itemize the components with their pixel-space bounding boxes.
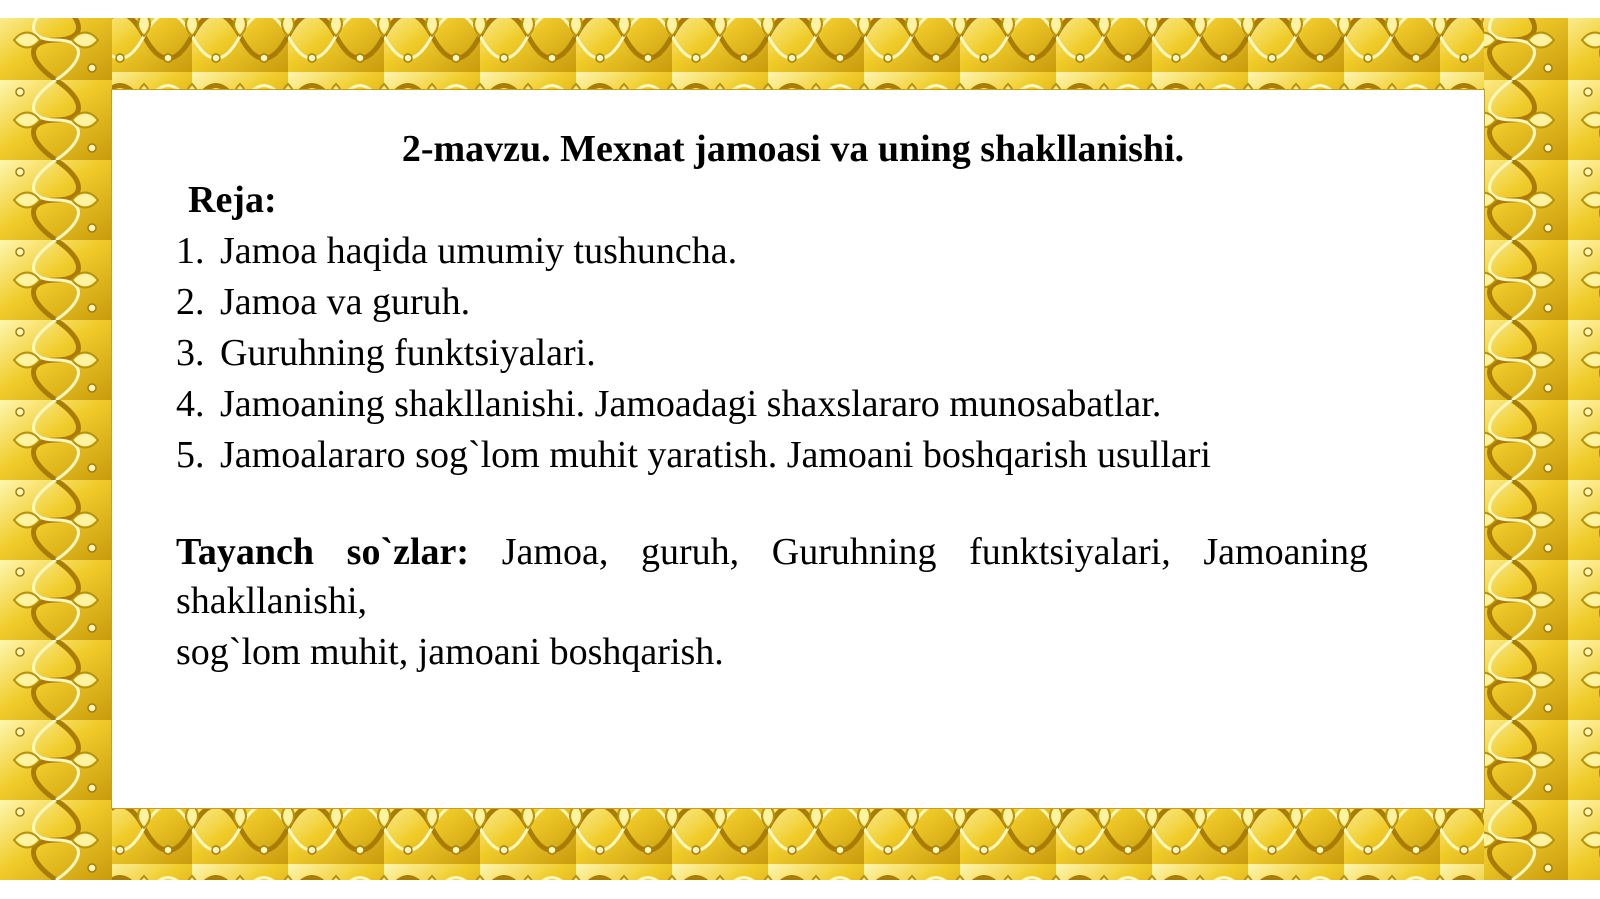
slide-content: [112, 90, 1484, 808]
slide-title: 2-mavzu. Mexnat jamoasi va uning shakllanishi.: [401, 128, 1185, 170]
plan-item-number: 4.: [176, 383, 205, 425]
plan-item-text: Jamoa va guruh.: [220, 281, 471, 323]
plan-item-text: Jamoaning shakllanishi. Jamoadagi shaxslararo munosabatlar.: [220, 383, 1162, 425]
keywords-label: Tayanch so`zlar:: [176, 531, 470, 573]
plan-item: [176, 277, 1211, 328]
keywords-line-2: shakllanishi,: [176, 580, 368, 622]
keywords-line-3: sog`lom muhit, jamoani boshqarish.: [176, 631, 724, 673]
keywords-line-1: [176, 528, 1368, 576]
plan-heading: Reja:: [188, 179, 277, 221]
plan-item: [176, 328, 1211, 379]
plan-item: [176, 430, 1211, 481]
plan-item-number: 1.: [176, 230, 205, 272]
plan-item-text: Guruhning funktsiyalari.: [220, 332, 596, 374]
plan-item: [176, 379, 1211, 430]
plan-item-number: 3.: [176, 332, 205, 374]
plan-item: [176, 226, 1211, 277]
keywords-text-1: Jamoa, guruh, Guruhning funktsiyalari, Jamoaning: [501, 531, 1368, 573]
plan-item-number: 2.: [176, 281, 205, 323]
keywords-paragraph: [176, 528, 1368, 678]
plan-list: [176, 226, 1211, 481]
plan-item-text: Jamoalararo sog`lom muhit yaratish. Jamoani boshqarish usullari: [220, 434, 1211, 476]
plan-item-text: Jamoa haqida umumiy tushuncha.: [220, 230, 738, 272]
plan-item-number: 5.: [176, 434, 205, 476]
